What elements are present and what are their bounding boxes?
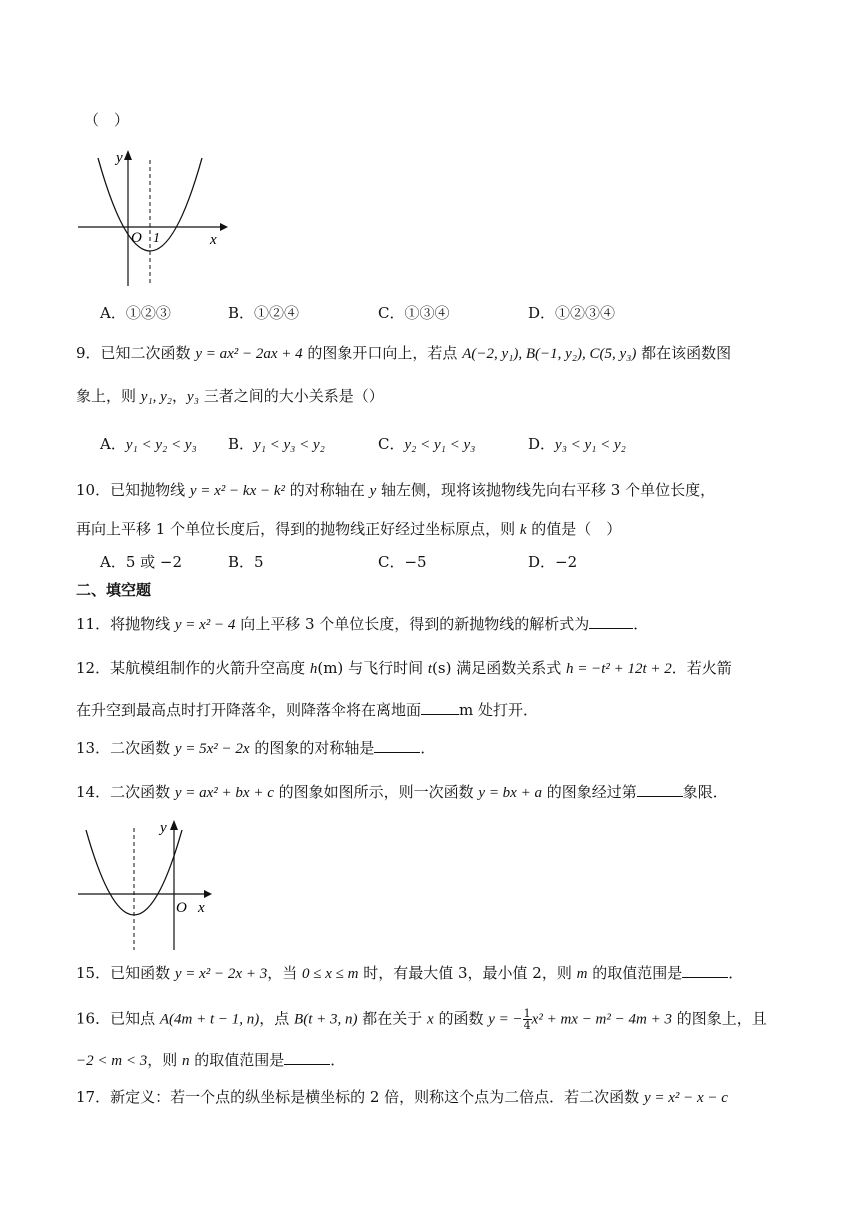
q10-option-d: D．−2 [528,553,578,571]
question-11: 11．将抛物线 y = x² − 4 向上平移 3 个单位长度，得到的新抛物线的解析式为 ． [76,615,649,633]
question-16-line-2: −2 < m < 3，则 n 的取值范围是 ． [76,1051,346,1069]
section-heading-fill-in: 二、填空题 [76,581,152,599]
question-12-line-2: 在升空到最高点时打开降落伞，则降落伞将在离地面 m 处打开． [76,701,539,719]
q8-option-a: A．①②③ [100,304,171,322]
question-8-paren: （ ） [84,111,130,129]
q10-option-c: C．−5 [378,553,427,571]
origin-label: O [176,900,187,916]
question-10-line-2: 再向上平移 1 个单位长度后，得到的抛物线正好经过坐标原点，则 k 的值是（ ） [76,520,622,538]
answer-blank-12 [421,700,459,715]
parabola-graph-1 [74,140,234,290]
question-13: 13．二次函数 y = 5x² − 2x 的图象的对称轴是 ． [76,739,436,757]
answer-blank-15 [682,963,728,978]
y-axis-label: y [116,150,123,166]
x-axis-arrow [204,890,212,898]
tick-label-1: 1 [153,231,160,246]
q8-option-c: C．①③④ [378,304,450,322]
y-axis-label: y [160,820,167,836]
y-axis-arrow [124,150,132,160]
question-10-line-1: 10．已知抛物线 y = x² − kx − k² 的对称轴在 y 轴左侧，现将该抛物线先向右平移 3 个单位长度， [76,481,716,499]
q8-option-b: B．①②④ [228,304,300,322]
parabola-graph-2 [74,814,224,954]
y-axis-arrow [170,820,178,830]
q9-option-c: C．y₂ < y₁ < y₃ [378,435,476,453]
question-17-line-1: 17．新定义：若一个点的纵坐标是横坐标的 2 倍，则称这个点为二倍点．若二次函数 y = x² − x − c [76,1088,728,1106]
x-axis-label: x [198,900,205,916]
answer-blank-14 [637,782,683,797]
q8-option-d: D．①②③④ [528,304,616,322]
q9-option-d: D．y₃ < y₁ < y₂ [528,435,626,453]
q10-option-b: B．5 [228,553,264,571]
x-axis-arrow [220,223,228,231]
q9-option-b: B．y₁ < y₃ < y₂ [228,435,325,453]
question-16-line-1: 16．已知点 A(4m + t − 1, n)，点 B(t + 3, n) 都在关于 x 的函数 y = − $\frac{1}{4}$ x² + mx − m² − 4m + 3 的图象上，且 [76,1007,767,1032]
x-axis-label: x [210,232,217,248]
answer-blank-16 [284,1050,330,1065]
origin-label: O [131,230,142,246]
question-9-line-1: 9．已知二次函数 y = ax² − 2ax + 4 的图象开口向上，若点 A(−2, y₁), B(−1, y₂), C(5, y₃) 都在该函数图 [76,344,732,362]
question-12-line-1: 12．某航模组制作的火箭升空高度 h(m) 与飞行时间 t(s) 满足函数关系式 h = −t² + 12t + 2．若火箭 [76,659,732,677]
answer-blank-11 [589,614,633,629]
q10-option-a: A．5 或 −2 [100,553,183,571]
answer-blank-13 [374,738,420,753]
fraction-one-quarter: $\frac{1}{4}$ [523,1007,531,1032]
question-14: 14．二次函数 y = ax² + bx + c 的图象如图所示，则一次函数 y = bx + a 的图象经过第 象限． [76,783,728,801]
question-9-line-2: 象上，则 y₁, y₂，y₃ 三者之间的大小关系是（） [76,387,384,405]
question-15: 15．已知函数 y = x² − 2x + 3，当 0 ≤ x ≤ m 时，有最大值 3，最小值 2，则 m 的取值范围是 ． [76,964,744,982]
q9-option-a: A．y₁ < y₂ < y₃ [100,435,197,453]
